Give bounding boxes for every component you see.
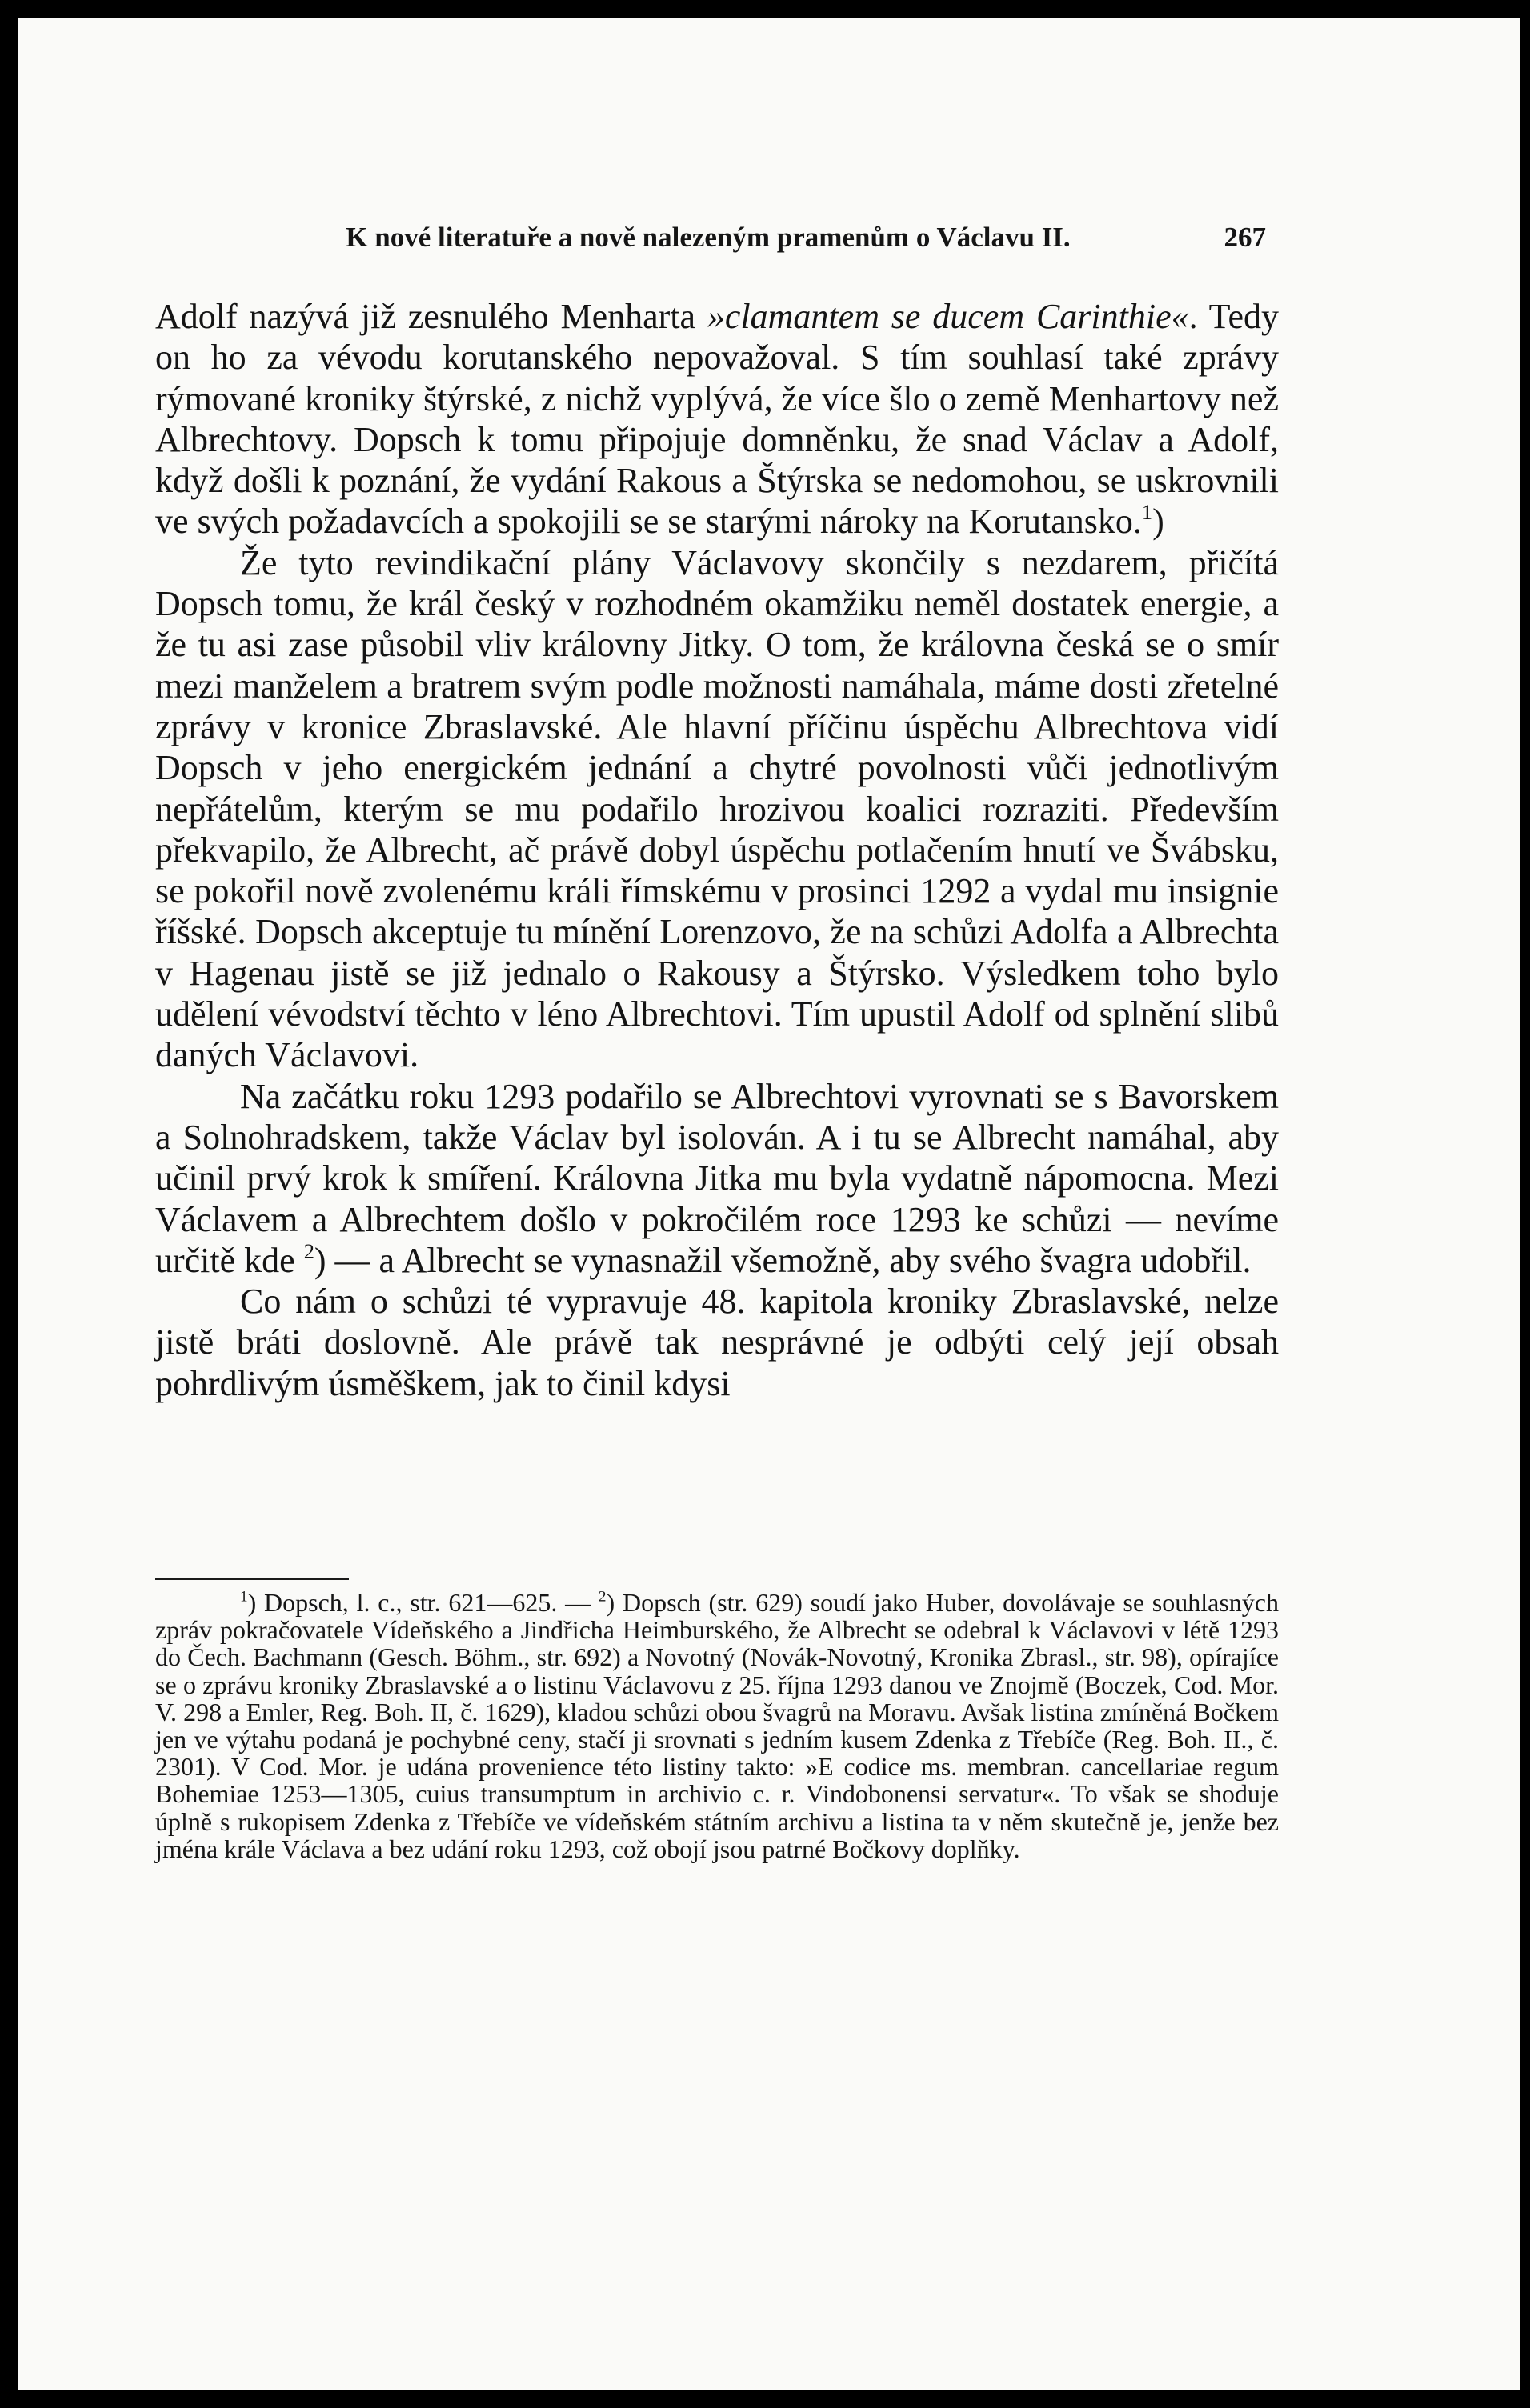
main-text xyxy=(155,296,1279,1404)
paragraph-2: Že tyto revindikační plány Václavovy skončily s nezdarem, přičítá Dopsch tomu, že král český v rozhodném okamžiku neměl dostatek energie, a že tu asi zase působil vliv královny Jitky. O tom, že královna česká se o smír mezi manželem a bratrem svým podle možnosti namáhala, máme dosti zřetelné zprávy v kronice Zbraslavské. Ale hlavní příčinu úspěchu Albrechtova vidí Dopsch v jeho energickém jednání a chytré povolnosti vůči jednotlivým nepřátelům, kterým se mu podařilo hrozivou koalici rozraziti. Především překvapilo, že Albrecht, ač právě dobyl úspěchu potlačením hnutí ve Švábsku, se pokořil nově zvolenému králi římskému v prosinci 1292 a vydal mu insignie říšské. Dopsch akceptuje tu mínění Lorenzovo, že na schůzi Adolfa a Albrechta v Hagenau jistě se již jednalo o Rakousy a Štýrsko. Výsledkem toho bylo udělení vévodství těchto v léno Albrechtovi. Tím upustil Adolf od splnění slibů daných Václavovi. xyxy=(155,542,1279,1075)
footnote-separator xyxy=(155,1578,349,1580)
paragraph-3-text-a: Na začátku roku 1293 podařilo se Albrechtovi vyrovnati se s Bavorskem a Solnohradskem, takže Václav byl isolován. A i tu se Albrecht namáhal, aby učinil prvý krok k smíření. Královna Jitka mu byla vydatně nápomocna. Mezi Václavem a Albrechtem došlo v pokročilém roce 1293 ke schůzi — nevíme určitě kde xyxy=(155,1076,1279,1280)
paragraph-1-text-b: . Tedy on ho za vévodu korutanského nepovažoval. S tím souhlasí také zprávy rýmované kroniky štýrské, z nichž vyplývá, že více šlo o země Menhartovy než Albrechtovy. Dopsch k tomu připojuje domněnku, že snad Václav a Adolf, když došli k poznání, že vydání Rakous a Štýrska se nedomohou, se uskrovnili ve svých požadavcích a spokojili se se starými nároky na Korutansko. xyxy=(155,297,1279,542)
footnote-mark-1: 1 xyxy=(240,1588,248,1606)
scanned-page xyxy=(18,18,1520,2390)
footnote-ref-2: 2 xyxy=(303,1238,314,1263)
footnotes xyxy=(155,1589,1279,1862)
running-title: K nové literatuře a nově nalezeným pramenům o Václavu II. xyxy=(346,222,1071,253)
paragraph-4: Co nám o schůzi té vypravuje 48. kapitola kroniky Zbraslavské, nelze jistě bráti doslovně. Ale právě tak nesprávné je odbýti celý její obsah pohrdlivým úsměškem, jak to činil kdysi xyxy=(155,1282,1279,1403)
footnote-1: ) Dopsch, l. c., str. 621—625. — xyxy=(247,1588,599,1617)
paragraph-3-text-b: ) — a Albrecht se vynasnažil všemožně, aby svého švagra udobřil. xyxy=(314,1240,1252,1280)
paragraph-1-text-a: Adolf nazývá již zesnulého Menharta xyxy=(155,297,707,336)
latin-quote: »clamantem se ducem Carinthie« xyxy=(707,297,1189,336)
page-number: 267 xyxy=(1224,222,1266,253)
paragraph-1 xyxy=(155,296,1279,542)
footnote-block xyxy=(155,1589,1279,1862)
footnote-mark-2: 2 xyxy=(598,1588,607,1606)
footnote-ref-1: 1 xyxy=(1141,500,1153,525)
footnote-2: ) Dopsch (str. 629) soudí jako Huber, dovolávaje se souhlasných zpráv pokračovatele Vídeňského a Jindřicha Heimburského, že Albrecht se odebral k Václavovi v létě 1293 do Čech. Bachmann (Gesch. Böhm., str. 692) a Novotný (Novák-Novotný, Kronika Zbrasl., str. 98), opírajíce se o zprávu kroniky Zbraslavské a o listinu Václavovu z 25. října 1293 danou ve Znojmě (Boczek, Cod. Mor. V. 298 a Emler, Reg. Boh. II, č. 1629), kladou schůzi obou švagrů na Moravu. Avšak listina zmíněná Bočkem jen ve výtahu podaná je pochybné ceny, stačí ji srovnati s jedním kusem Zdenka z Třebíče (Reg. Boh. II., č. 2301). V Cod. Mor. je udána provenience této listiny takto: »E codice ms. membran. cancellariae regum Bohemiae 1253—1305, cuius transumptum in archivio c. r. Vindobonensi servatur«. To však se shoduje úplně s rukopisem Zdenka z Třebíče ve vídeňském státním archivu a listina ta v něm skutečně je, jenže bez jména krále Václava a bez udání roku 1293, což obojí jsou patrné Bočkovy doplňky. xyxy=(155,1588,1280,1863)
paragraph-1-text-c: ) xyxy=(1152,502,1164,542)
paragraph-3 xyxy=(155,1076,1279,1281)
running-header xyxy=(254,222,1266,257)
